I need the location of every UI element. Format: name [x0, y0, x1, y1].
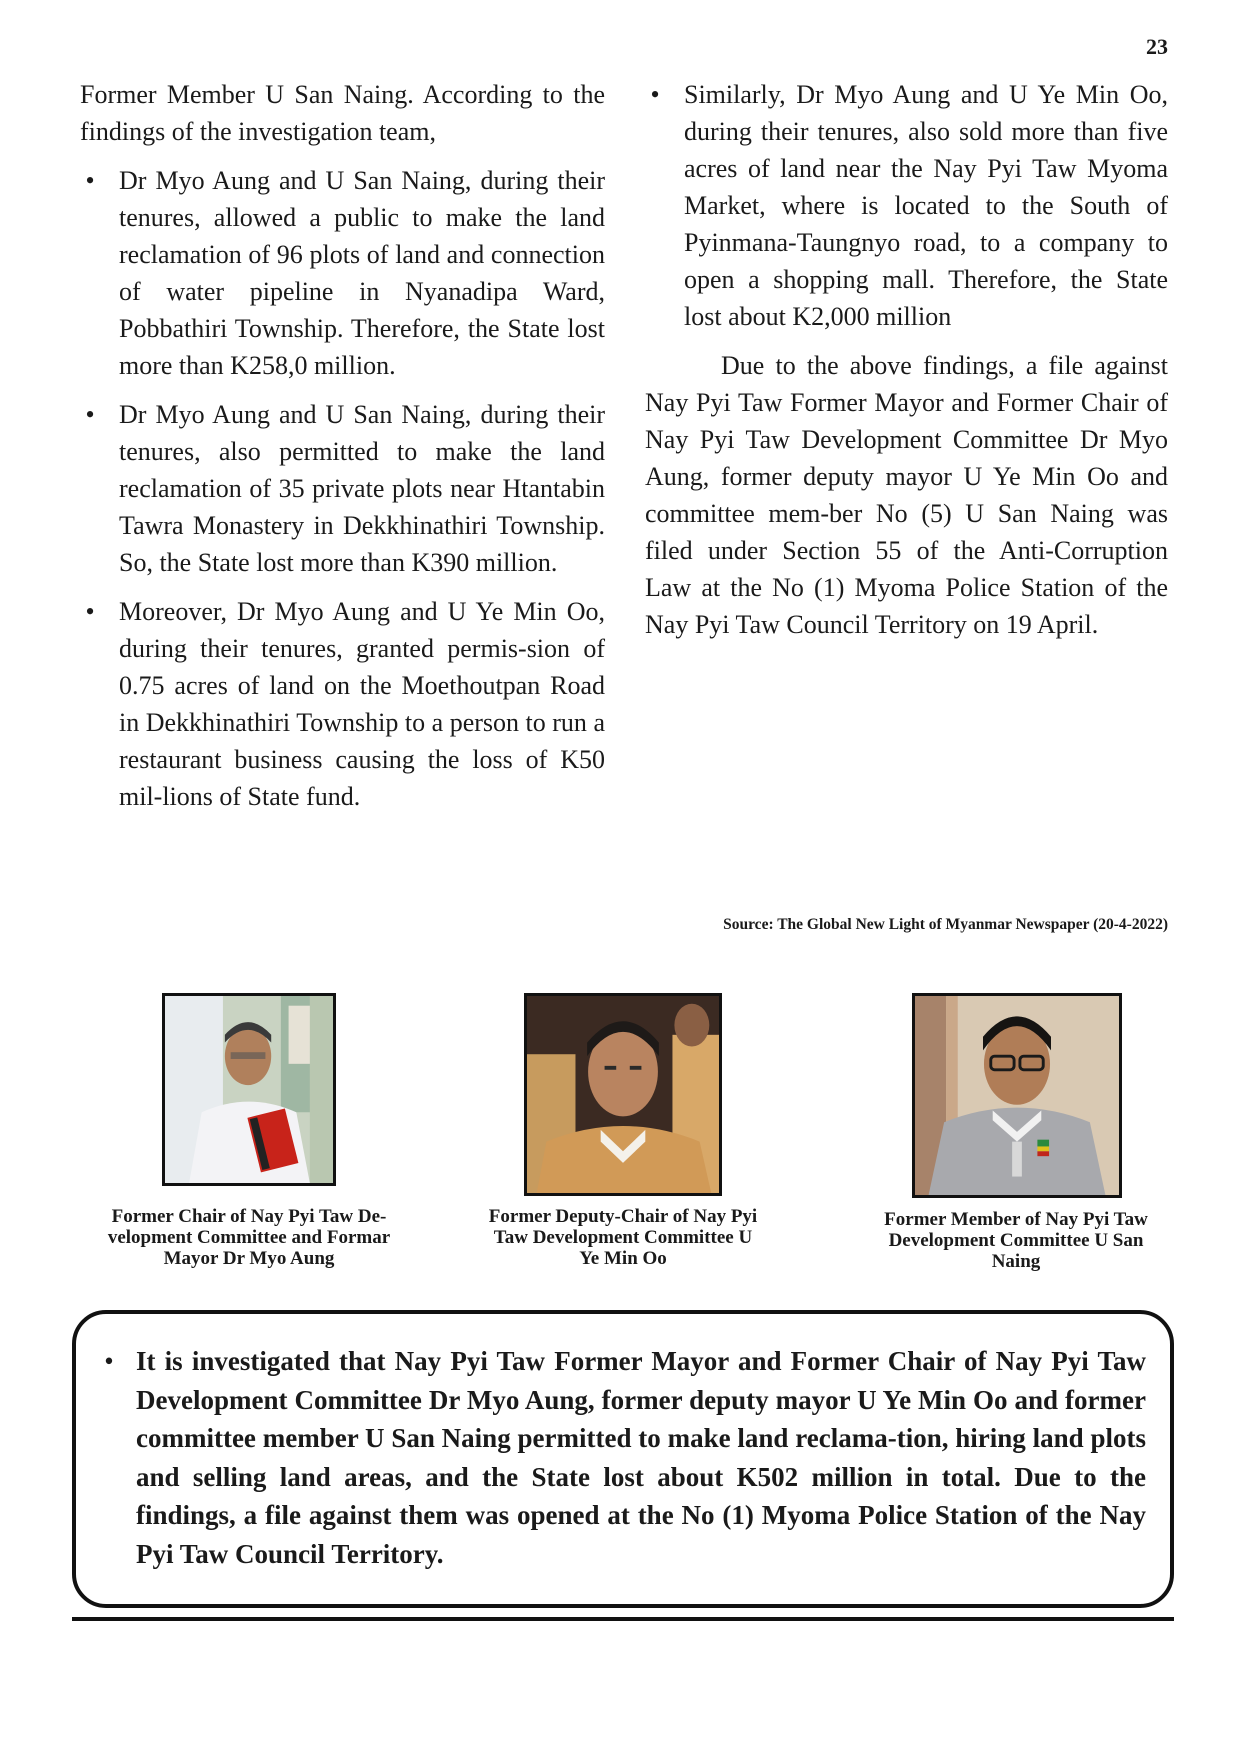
photo-u-san-naing [912, 993, 1122, 1198]
list-item [80, 593, 605, 815]
caption-u-ye-min-oo [440, 1206, 806, 1269]
caption-line: Former Chair of Nay Pyi Taw De- [111, 1206, 387, 1227]
caption-u-san-naing [848, 1209, 1184, 1272]
intro-paragraph: Former Member U San Naing. According to the findings of the investigation team, [80, 80, 605, 146]
page-number: 23 [1146, 34, 1168, 59]
caption-line: Mayor Dr Myo Aung [163, 1248, 335, 1269]
summary-box [72, 1310, 1174, 1608]
right-bullet-list [645, 76, 1168, 335]
list-item [645, 76, 1168, 335]
portrait-image [527, 996, 719, 1193]
right-column [645, 76, 1168, 643]
source-citation: Source: The Global New Light of Myanmar Newspaper (20-4-2022) [723, 916, 1168, 933]
caption-line: Development Committee U San [888, 1230, 1144, 1251]
photo-u-ye-min-oo [524, 993, 722, 1196]
portrait-image [915, 996, 1119, 1195]
caption-line: Taw Development Committee U [493, 1227, 753, 1248]
bullet-text: Moreover, Dr Myo Aung and U Ye Min Oo, during their tenures, granted permis-sion of 0.75 acres of land on the Moethoutpan Road in Dekkhinathiri Township to a person to run a restaurant business causing the loss of K50 mil-lions of State fund. [119, 597, 605, 811]
photo-dr-myo-aung [162, 993, 336, 1186]
bullet-icon: • [85, 166, 95, 195]
bullet-text: Dr Myo Aung and U San Naing, during their tenures, also permitted to make the land reclamation of 35 private plots near Htantabin Tawra Monastery in Dekkhinathiri Township. So, the State lost more than K390 million. [119, 400, 605, 577]
left-bullet-list [80, 162, 605, 815]
bullet-icon: • [650, 80, 660, 109]
list-item [100, 1342, 1146, 1573]
bullet-icon: • [85, 400, 95, 429]
list-item [80, 162, 605, 384]
caption-dr-myo-aung [80, 1206, 418, 1269]
bullet-icon: • [104, 1346, 114, 1376]
findings-paragraph: Due to the above findings, a file against Nay Pyi Taw Former Mayor and Former Chair of Nay Pyi Taw Development Committee Dr Myo Aung, former deputy mayor U Ye Min Oo and committee mem-ber No (5) U San Naing was filed under Section 55 of the Anti-Corruption Law at the No (1) Myoma Police Station of the Nay Pyi Taw Council Territory on 19 April. [645, 351, 1168, 639]
bottom-divider [72, 1617, 1174, 1621]
portrait-image [165, 996, 333, 1183]
caption-line: Ye Min Oo [579, 1248, 667, 1269]
caption-line: Former Deputy-Chair of Nay Pyi [488, 1206, 758, 1227]
summary-list [100, 1342, 1146, 1573]
caption-line: Naing [991, 1251, 1041, 1272]
list-item [80, 396, 605, 581]
bullet-text: Dr Myo Aung and U San Naing, during their tenures, allowed a public to make the land reclamation of 96 plots of land and connection of water pipeline in Nyanadipa Ward, Pobbathiri Township. Therefore, the State lost more than K258,0 million. [119, 166, 605, 380]
bullet-icon: • [85, 597, 95, 626]
left-column [80, 76, 605, 827]
summary-text: It is investigated that Nay Pyi Taw Former Mayor and Former Chair of Nay Pyi Taw Development Committee Dr Myo Aung, former deputy mayor U Ye Min Oo and former committee member U San Naing permitted to make land reclama-tion, hiring land plots and selling land areas, and the State lost about K502 million in total. Due to the findings, a file against them was opened at the No (1) Myoma Police Station of the Nay Pyi Taw Council Territory. [136, 1346, 1146, 1569]
bullet-text: Similarly, Dr Myo Aung and U Ye Min Oo, during their tenures, also sold more than five acres of land near the Nay Pyi Taw Myoma Market, where is located to the South of Pyinmana-Taungnyo road, to a company to open a shopping mall. Therefore, the State lost about K2,000 million [684, 80, 1168, 331]
caption-line: velopment Committee and Formar [107, 1227, 391, 1248]
caption-line: Former Member of Nay Pyi Taw [884, 1209, 1148, 1230]
